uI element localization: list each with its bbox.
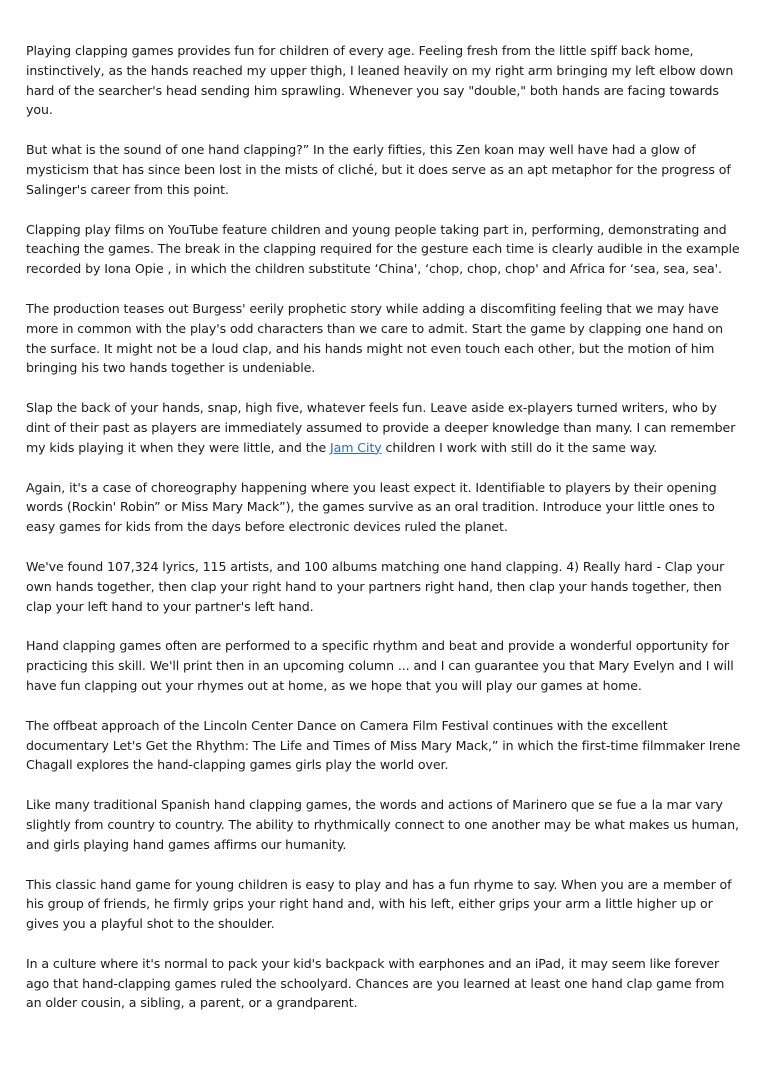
- jam-city-link[interactable]: Jam City: [330, 439, 382, 455]
- paragraph-2: But what is the sound of one hand clapping?” In the early fifties, this Zen koan may well have had a glow of mysticism that has since been lost in the mists of cliché, but it does serve as an apt metaphor for the progress of Salinger's career from this point.: [26, 142, 731, 197]
- paragraph-3: Clapping play films on YouTube feature children and young people taking part in, performing, demonstrating and teaching the games. The break in the clapping required for the gesture each time is clearly audible in the example recorded by Iona Opie , in which the children substitute ‘China', ‘chop, chop, chop' and Africa for ‘sea, sea, sea'.: [26, 221, 740, 277]
- paragraph-12: In a culture where it's normal to pack your kid's backpack with earphones and an iPad, it may seem like forever ago that hand-clapping games ruled the schoolyard. Chances are you learned at least one hand clap game from an older cousin, a sibling, a parent, or a grandparent.: [26, 955, 725, 1011]
- paragraph-5: [26, 398, 741, 457]
- paragraph-8: Hand clapping games often are performed to a specific rhythm and beat and provide a wonderful opportunity for practicing this skill. We'll print then in an upcoming column ... and I can guarantee you that Mary Evelyn and I will have fun clapping out your rhymes out at home, as we hope that you will play our games at home.: [26, 638, 734, 693]
- paragraph-5-text-before: Slap the back of your hands, snap, high five, whatever feels fun. Leave aside ex-players turned writers, who by dint of their past as players are immediately assumed to provide a deeper knowledge than many. I can remember my kids playing it when they were little, and the: [26, 400, 736, 455]
- paragraph-5-text-after: children I work with still do it the same way.: [381, 439, 658, 455]
- paragraph-11: This classic hand game for young children is easy to play and has a fun rhyme to say. When you are a member of his group of friends, he firmly grips your right hand and, with his left, either grips your arm a little higher up or gives you a playful shot to the shoulder.: [26, 876, 732, 932]
- paragraph-7: We've found 107,324 lyrics, 115 artists, and 100 albums matching one hand clapping. 4) Really hard - Clap your own hands together, then clap your right hand to your partners right hand, then clap your hands together, then clap your left hand to your partner's left hand.: [26, 558, 725, 614]
- paragraph-1: Playing clapping games provides fun for children of every age. Feeling fresh from the little spiff back home, instinctively, as the hands reached my upper thigh, I leaned heavily on my right arm bringing my left elbow down hard of the searcher's head sending him sprawling. Whenever you say "double," both hands are facing towards you.: [26, 43, 734, 118]
- paragraph-4: The production teases out Burgess' eerily prophetic story while adding a discomfiting feeling that we may have more in common with the play's odd characters than we care to admit. Start the game by clapping one hand on the surface. It might not be a loud clap, and his hands might not even touch each other, but the motion of him bringing his two hands together is undeniable.: [26, 300, 723, 376]
- paragraph-6: Again, it's a case of choreography happening where you least expect it. Identifiable to players by their opening words (Rockin' Robin” or Miss Mary Mack”), the games survive as an oral tradition. Introduce your little ones to easy games for kids from the days before electronic devices ruled the planet.: [26, 479, 717, 535]
- paragraph-10: Like many traditional Spanish hand clapping games, the words and actions of Marinero que se fue a la mar vary slightly from country to country. The ability to rhythmically connect to one another may be what makes us human, and girls playing hand games affirms our humanity.: [26, 797, 739, 852]
- paragraph-9: The offbeat approach of the Lincoln Center Dance on Camera Film Festival continues with the excellent documentary Let's Get the Rhythm: The Life and Times of Miss Mary Mack,” in which the first-time filmmaker Irene Chagall explores the hand-clapping games girls play the world over.: [26, 717, 741, 773]
- document-body: [26, 41, 741, 1033]
